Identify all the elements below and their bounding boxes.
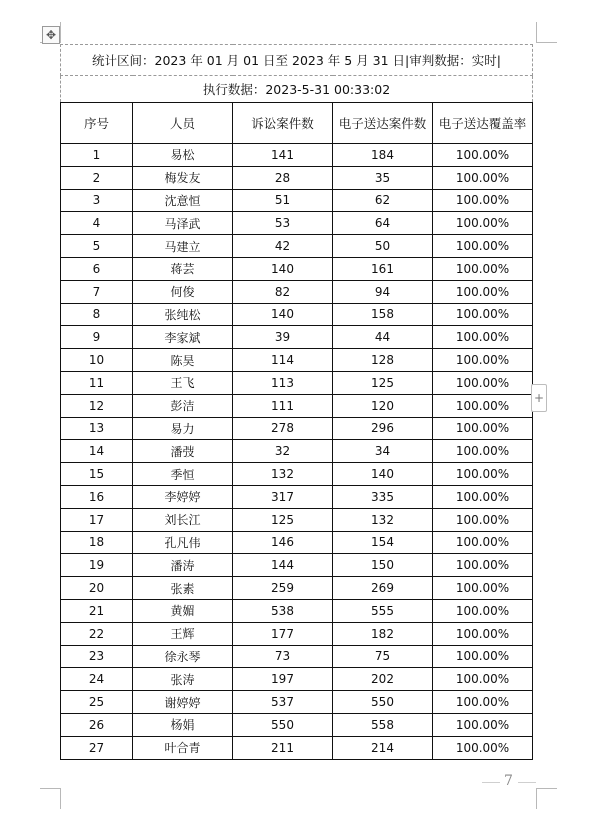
row-index-cell[interactable]: 22: [61, 622, 133, 645]
row-e-service-count-cell[interactable]: 64: [333, 212, 433, 235]
row-e-service-rate-cell[interactable]: 100.00%: [433, 645, 533, 668]
table-row: [61, 371, 533, 394]
page-corner-mark-top-right: [536, 22, 557, 43]
table-row: [61, 257, 533, 280]
row-case-count-cell[interactable]: 114: [233, 349, 333, 372]
row-case-count-cell[interactable]: 82: [233, 280, 333, 303]
page-number: 7: [504, 773, 513, 789]
table-row: [61, 713, 533, 736]
row-e-service-count-cell[interactable]: 34: [333, 440, 433, 463]
stat-range-header[interactable]: 统计区间：2023 年 01 月 01 日至 2023 年 5 月 31 日|审判数据：实时|: [61, 45, 533, 76]
row-e-service-rate-cell[interactable]: 100.00%: [433, 144, 533, 167]
row-person-cell[interactable]: 杨娟: [133, 713, 233, 736]
row-index-cell[interactable]: 10: [61, 349, 133, 372]
table-row: [61, 326, 533, 349]
row-e-service-count-cell[interactable]: 558: [333, 713, 433, 736]
row-e-service-rate-cell[interactable]: 100.00%: [433, 417, 533, 440]
row-person-cell[interactable]: 黄媚: [133, 599, 233, 622]
row-e-service-count-cell[interactable]: 269: [333, 577, 433, 600]
table-row: [61, 394, 533, 417]
row-person-cell[interactable]: 潘涛: [133, 554, 233, 577]
row-person-cell[interactable]: 谢婷婷: [133, 691, 233, 714]
column-header-e-service-count[interactable]: 电子送达案件数: [333, 103, 433, 144]
column-header-person[interactable]: 人员: [133, 103, 233, 144]
row-case-count-cell[interactable]: 111: [233, 394, 333, 417]
row-case-count-cell[interactable]: 53: [233, 212, 333, 235]
row-e-service-rate-cell[interactable]: 100.00%: [433, 463, 533, 486]
row-index-cell[interactable]: 27: [61, 736, 133, 759]
row-index-cell[interactable]: 15: [61, 463, 133, 486]
row-e-service-count-cell[interactable]: 154: [333, 531, 433, 554]
row-index-cell[interactable]: 20: [61, 577, 133, 600]
row-index-cell[interactable]: 1: [61, 144, 133, 167]
row-case-count-cell[interactable]: 144: [233, 554, 333, 577]
row-e-service-rate-cell[interactable]: 100.00%: [433, 394, 533, 417]
row-person-cell[interactable]: 陈昊: [133, 349, 233, 372]
table-row: [61, 440, 533, 463]
row-e-service-rate-cell[interactable]: 100.00%: [433, 508, 533, 531]
row-e-service-count-cell[interactable]: 214: [333, 736, 433, 759]
table-row: [61, 691, 533, 714]
row-e-service-count-cell[interactable]: 150: [333, 554, 433, 577]
row-e-service-rate-cell[interactable]: 100.00%: [433, 691, 533, 714]
row-e-service-rate-cell[interactable]: 100.00%: [433, 531, 533, 554]
footer-line-left: [482, 782, 500, 783]
row-e-service-count-cell[interactable]: 50: [333, 235, 433, 258]
row-person-cell[interactable]: 梅发友: [133, 166, 233, 189]
row-e-service-count-cell[interactable]: 184: [333, 144, 433, 167]
row-person-cell[interactable]: 张素: [133, 577, 233, 600]
column-header-e-service-rate[interactable]: 电子送达覆盖率: [433, 103, 533, 144]
add-row-plus-icon[interactable]: +: [531, 384, 547, 412]
row-person-cell[interactable]: 潘弢: [133, 440, 233, 463]
row-index-cell[interactable]: 11: [61, 371, 133, 394]
table-row: [61, 166, 533, 189]
table-row: [61, 577, 533, 600]
row-person-cell[interactable]: 张涛: [133, 668, 233, 691]
footer-line-right: [518, 782, 536, 783]
row-e-service-count-cell[interactable]: 128: [333, 349, 433, 372]
row-index-cell[interactable]: 9: [61, 326, 133, 349]
table-row: [61, 599, 533, 622]
row-case-count-cell[interactable]: 32: [233, 440, 333, 463]
row-e-service-rate-cell[interactable]: 100.00%: [433, 212, 533, 235]
table-move-handle-icon[interactable]: ✥: [42, 26, 60, 44]
row-person-cell[interactable]: 刘长江: [133, 508, 233, 531]
row-e-service-count-cell[interactable]: 202: [333, 668, 433, 691]
row-case-count-cell[interactable]: 278: [233, 417, 333, 440]
row-case-count-cell[interactable]: 42: [233, 235, 333, 258]
execution-time-header[interactable]: 执行数据：2023-5-31 00:33:02: [61, 76, 533, 103]
statistics-table: [60, 44, 533, 760]
row-index-cell[interactable]: 3: [61, 189, 133, 212]
row-index-cell[interactable]: 23: [61, 645, 133, 668]
row-e-service-rate-cell[interactable]: 100.00%: [433, 303, 533, 326]
row-case-count-cell[interactable]: 140: [233, 303, 333, 326]
row-e-service-count-cell[interactable]: 550: [333, 691, 433, 714]
row-person-cell[interactable]: 马建立: [133, 235, 233, 258]
row-person-cell[interactable]: 马泽武: [133, 212, 233, 235]
row-case-count-cell[interactable]: 317: [233, 485, 333, 508]
page-corner-mark-bottom-left: [40, 788, 61, 809]
row-case-count-cell[interactable]: 538: [233, 599, 333, 622]
table-row: [61, 417, 533, 440]
row-e-service-rate-cell[interactable]: 100.00%: [433, 257, 533, 280]
table-row: [61, 622, 533, 645]
table-row: [61, 303, 533, 326]
row-index-cell[interactable]: 19: [61, 554, 133, 577]
row-person-cell[interactable]: 李婷婷: [133, 485, 233, 508]
row-index-cell[interactable]: 18: [61, 531, 133, 554]
row-e-service-count-cell[interactable]: 75: [333, 645, 433, 668]
row-case-count-cell[interactable]: 125: [233, 508, 333, 531]
table-row: [61, 349, 533, 372]
table-row: [61, 189, 533, 212]
row-person-cell[interactable]: 何俊: [133, 280, 233, 303]
row-person-cell[interactable]: 沈意恒: [133, 189, 233, 212]
page-corner-mark-bottom-right: [536, 788, 557, 809]
row-e-service-rate-cell[interactable]: 100.00%: [433, 736, 533, 759]
row-e-service-rate-cell[interactable]: 100.00%: [433, 668, 533, 691]
row-case-count-cell[interactable]: 73: [233, 645, 333, 668]
row-e-service-count-cell[interactable]: 158: [333, 303, 433, 326]
table-row: [61, 144, 533, 167]
row-e-service-count-cell[interactable]: 44: [333, 326, 433, 349]
column-header-case-count[interactable]: 诉讼案件数: [233, 103, 333, 144]
row-person-cell[interactable]: 蒋芸: [133, 257, 233, 280]
row-e-service-rate-cell[interactable]: 100.00%: [433, 235, 533, 258]
row-index-cell[interactable]: 24: [61, 668, 133, 691]
table-row: [61, 280, 533, 303]
page-number-footer: [478, 772, 538, 792]
row-case-count-cell[interactable]: 140: [233, 257, 333, 280]
row-case-count-cell[interactable]: 132: [233, 463, 333, 486]
row-e-service-count-cell[interactable]: 335: [333, 485, 433, 508]
row-case-count-cell[interactable]: 113: [233, 371, 333, 394]
table-row: [61, 235, 533, 258]
row-case-count-cell[interactable]: 39: [233, 326, 333, 349]
row-index-cell[interactable]: 25: [61, 691, 133, 714]
row-case-count-cell[interactable]: 211: [233, 736, 333, 759]
row-person-cell[interactable]: 易力: [133, 417, 233, 440]
row-e-service-count-cell[interactable]: 182: [333, 622, 433, 645]
row-person-cell[interactable]: 张纯松: [133, 303, 233, 326]
row-e-service-count-cell[interactable]: 120: [333, 394, 433, 417]
row-e-service-rate-cell[interactable]: 100.00%: [433, 166, 533, 189]
row-index-cell[interactable]: 14: [61, 440, 133, 463]
row-e-service-count-cell[interactable]: 555: [333, 599, 433, 622]
row-e-service-rate-cell[interactable]: 100.00%: [433, 349, 533, 372]
table-row: [61, 736, 533, 759]
table-row: [61, 463, 533, 486]
row-case-count-cell[interactable]: 197: [233, 668, 333, 691]
row-e-service-rate-cell[interactable]: 100.00%: [433, 554, 533, 577]
row-case-count-cell[interactable]: 28: [233, 166, 333, 189]
row-person-cell[interactable]: 叶合青: [133, 736, 233, 759]
row-case-count-cell[interactable]: 259: [233, 577, 333, 600]
row-person-cell[interactable]: 季恒: [133, 463, 233, 486]
row-index-cell[interactable]: 17: [61, 508, 133, 531]
row-case-count-cell[interactable]: 141: [233, 144, 333, 167]
row-case-count-cell[interactable]: 550: [233, 713, 333, 736]
table-row: [61, 508, 533, 531]
row-person-cell[interactable]: 孔凡伟: [133, 531, 233, 554]
row-case-count-cell[interactable]: 51: [233, 189, 333, 212]
row-index-cell[interactable]: 6: [61, 257, 133, 280]
row-e-service-rate-cell[interactable]: 100.00%: [433, 440, 533, 463]
table-row: [61, 554, 533, 577]
row-e-service-rate-cell[interactable]: 100.00%: [433, 599, 533, 622]
row-index-cell[interactable]: 26: [61, 713, 133, 736]
row-index-cell[interactable]: 13: [61, 417, 133, 440]
column-header-row: [61, 103, 533, 144]
row-index-cell[interactable]: 2: [61, 166, 133, 189]
table-row: [61, 485, 533, 508]
table-row: [61, 212, 533, 235]
row-e-service-count-cell[interactable]: 125: [333, 371, 433, 394]
table-row: [61, 645, 533, 668]
row-e-service-rate-cell[interactable]: 100.00%: [433, 280, 533, 303]
row-index-cell[interactable]: 12: [61, 394, 133, 417]
row-person-cell[interactable]: 易松: [133, 144, 233, 167]
row-e-service-rate-cell[interactable]: 100.00%: [433, 622, 533, 645]
row-index-cell[interactable]: 4: [61, 212, 133, 235]
row-e-service-count-cell[interactable]: 62: [333, 189, 433, 212]
row-index-cell[interactable]: 5: [61, 235, 133, 258]
row-e-service-rate-cell[interactable]: 100.00%: [433, 713, 533, 736]
table-row: [61, 668, 533, 691]
row-e-service-count-cell[interactable]: 94: [333, 280, 433, 303]
row-index-cell[interactable]: 8: [61, 303, 133, 326]
row-case-count-cell[interactable]: 537: [233, 691, 333, 714]
row-e-service-rate-cell[interactable]: 100.00%: [433, 326, 533, 349]
row-person-cell[interactable]: 徐永琴: [133, 645, 233, 668]
row-person-cell[interactable]: 王飞: [133, 371, 233, 394]
row-person-cell[interactable]: 王辉: [133, 622, 233, 645]
column-header-index[interactable]: 序号: [61, 103, 133, 144]
table-row: [61, 531, 533, 554]
row-index-cell[interactable]: 7: [61, 280, 133, 303]
row-e-service-rate-cell[interactable]: 100.00%: [433, 371, 533, 394]
row-e-service-rate-cell[interactable]: 100.00%: [433, 485, 533, 508]
row-e-service-rate-cell[interactable]: 100.00%: [433, 189, 533, 212]
row-case-count-cell[interactable]: 146: [233, 531, 333, 554]
row-e-service-count-cell[interactable]: 140: [333, 463, 433, 486]
row-index-cell[interactable]: 21: [61, 599, 133, 622]
row-person-cell[interactable]: 李家斌: [133, 326, 233, 349]
row-e-service-count-cell[interactable]: 132: [333, 508, 433, 531]
row-e-service-count-cell[interactable]: 161: [333, 257, 433, 280]
row-e-service-count-cell[interactable]: 296: [333, 417, 433, 440]
row-case-count-cell[interactable]: 177: [233, 622, 333, 645]
row-person-cell[interactable]: 彭洁: [133, 394, 233, 417]
row-e-service-rate-cell[interactable]: 100.00%: [433, 577, 533, 600]
row-e-service-count-cell[interactable]: 35: [333, 166, 433, 189]
row-index-cell[interactable]: 16: [61, 485, 133, 508]
